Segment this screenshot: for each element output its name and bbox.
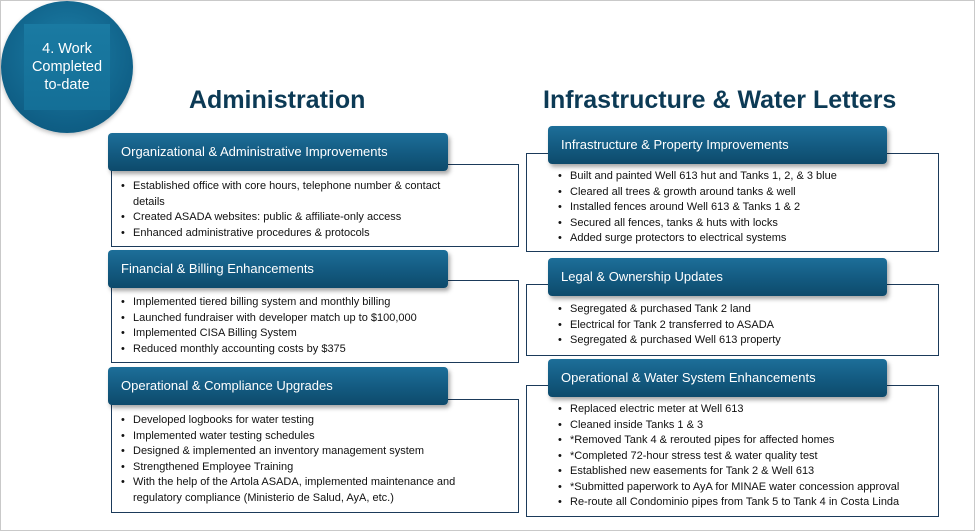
list-item: • *Removed Tank 4 & rerouted pipes for affected homes [549, 433, 938, 449]
section-badge-text: 4. Work Completed to-date [31, 41, 103, 93]
list-item: • Installed fences around Well 613 & Tanks 1 & 2 [549, 200, 938, 216]
list-item: • Implemented tiered billing system and monthly billing [112, 295, 518, 311]
section-header-legal: Legal & Ownership Updates [548, 258, 887, 296]
list-item: • Cleared all trees & growth around tanks & well [549, 185, 938, 201]
section-header-organizational: Organizational & Administrative Improvements [108, 133, 448, 171]
list-item: • Built and painted Well 613 hut and Tanks 1, 2, & 3 blue [549, 169, 938, 185]
list-item: • Implemented CISA Billing System [112, 326, 518, 342]
list-item: • Added surge protectors to electrical systems [549, 231, 938, 247]
list-item: • Cleaned inside Tanks 1 & 3 [549, 418, 938, 434]
section-list-financial [111, 280, 519, 363]
list-item: • Segregated & purchased Tank 2 land [549, 302, 938, 318]
list-item: • Developed logbooks for water testing [112, 413, 518, 429]
list-item: • Created ASADA websites: public & affiliate-only access [112, 210, 518, 226]
section-badge [1, 1, 133, 133]
section-header-financial: Financial & Billing Enhancements [108, 250, 448, 288]
section-header-infrastructure: Infrastructure & Property Improvements [548, 126, 887, 164]
list-item: • Strengthened Employee Training [112, 460, 518, 476]
list-item: • Implemented water testing schedules [112, 429, 518, 445]
list-item: • With the help of the Artola ASADA, implemented maintenance and regulatory compliance (Ministerio de Salud, AyA, etc.) [112, 475, 518, 506]
list-item: • Established office with core hours, telephone number & contact details [112, 179, 518, 210]
list-item: • Established new easements for Tank 2 & Well 613 [549, 464, 938, 480]
list-item: • Enhanced administrative procedures & protocols [112, 226, 518, 242]
section-list-water-system [526, 385, 939, 517]
list-item: • Replaced electric meter at Well 613 [549, 402, 938, 418]
list-item: • Reduced monthly accounting costs by $375 [112, 342, 518, 358]
list-item: • Electrical for Tank 2 transferred to ASADA [549, 318, 938, 334]
section-badge-inner [24, 24, 110, 110]
list-item: • *Submitted paperwork to AyA for MINAE water concession approval [549, 480, 938, 496]
list-item: • Secured all fences, tanks & huts with locks [549, 216, 938, 232]
section-header-operational-compliance: Operational & Compliance Upgrades [108, 367, 448, 405]
infrastructure-title: Infrastructure & Water Letters [543, 86, 897, 114]
list-item: • Designed & implemented an inventory management system [112, 444, 518, 460]
section-list-infrastructure [526, 153, 939, 252]
list-item: • *Completed 72-hour stress test & water quality test [549, 449, 938, 465]
section-list-operational-compliance [111, 399, 519, 513]
administration-title: Administration [189, 86, 366, 114]
list-item: • Re-route all Condominio pipes from Tank 5 to Tank 4 in Costa Linda [549, 495, 938, 511]
section-header-water-system: Operational & Water System Enhancements [548, 359, 887, 397]
list-item: • Launched fundraiser with developer match up to $100,000 [112, 311, 518, 327]
list-item: • Segregated & purchased Well 613 property [549, 333, 938, 349]
section-list-organizational [111, 164, 519, 247]
